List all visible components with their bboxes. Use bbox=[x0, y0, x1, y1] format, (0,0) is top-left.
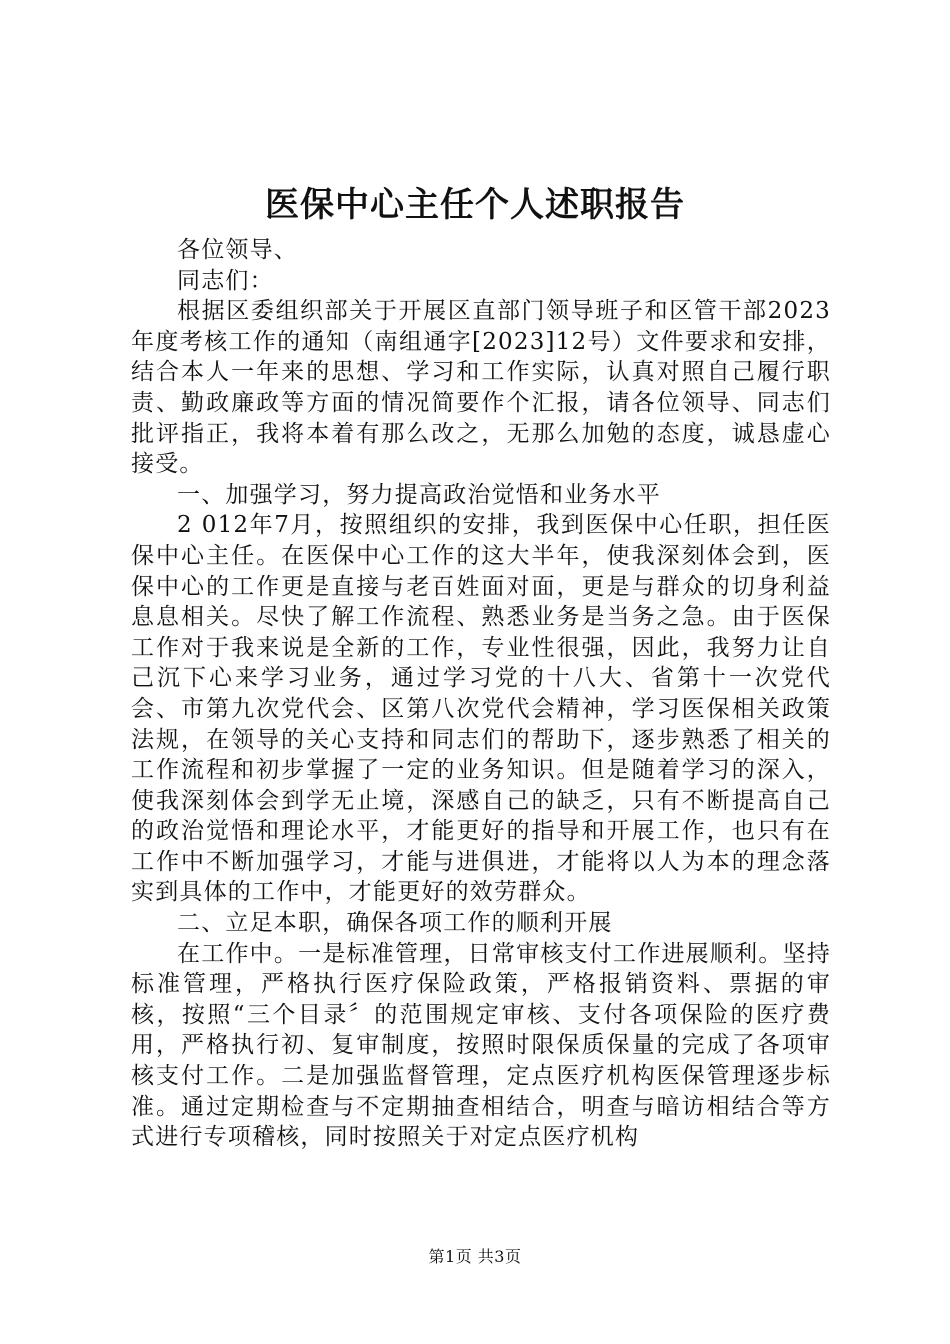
section-heading-2: 二、立足本职，确保各项工作的顺利开展 bbox=[177, 910, 613, 937]
section-heading-1: 一、加强学习，努力提高政治觉悟和业务水平 bbox=[177, 481, 661, 508]
document-body bbox=[131, 235, 831, 1153]
salutation-leaders: 各位领导、 bbox=[177, 237, 298, 263]
document-title: 医保中心主任个人述职报告 bbox=[265, 185, 685, 225]
page-footer: 第1页 共3页 bbox=[428, 1247, 522, 1266]
paragraph-section-2: 在工作中。一是标准管理，日常审核支付工作进展顺利。坚持标准管理，严格执行医疗保险政策，严格报销资料、票据的审核，按照“三个目录〞的范围规定审核、支付各项保险的医疗费用，严格执行初、复审制度，按照时限保质保量的完成了各项审核支付工作。二是加强监督管理，定点医疗机构医保管理逐步标准。通过定期检查与不定期抽查相结合，明查与暗访相结合等方式进行专项稽核，同时按照关于对定点医疗机构 bbox=[131, 940, 831, 1151]
salutation-comrades: 同志们： bbox=[177, 267, 274, 294]
paragraph-section-1: 2 012年7月，按照组织的安排，我到医保中心任职，担任医保中心主任。在医保中心工作的这大半年，使我深刻体会到，医保中心的工作更是直接与老百姓面对面，更是与群众的切身利益息息相关。尽快了解工作流程、熟悉业务是当务之急。由于医保工作对于我来说是全新的工作，专业性很强，因此，我努力让自己沉下心来学习业务，通过学习党的十八大、省第十一次党代会、市第九次党代会、区第八次党代会精神，学习医保相关政策法规，在领导的关心支持和同志们的帮助下，逐步熟悉了相关的工作流程和初步掌握了一定的业务知识。但是随着学习的深入，使我深刻体会到学无止境，深感自己的缺乏，只有不断提高自己的政治觉悟和理论水平，才能更好的指导和开展工作，也只有在工作中不断加强学习，才能与进俱进，才能将以人为本的理念落实到具体的工作中，才能更好的效劳群众。 bbox=[131, 512, 831, 906]
paragraph-intro: 根据区委组织部关于开展区直部门领导班子和区管干部2023年度考核工作的通知（南组通字[2023]12号）文件要求和安排，结合本人一年来的思想、学习和工作实际，认真对照自己履行职责、勤政廉政等方面的情况简要作个汇报，请各位领导、同志们批评指正，我将本着有那么改之，无那么加勉的态度，诚恳虚心接受。 bbox=[131, 298, 831, 478]
